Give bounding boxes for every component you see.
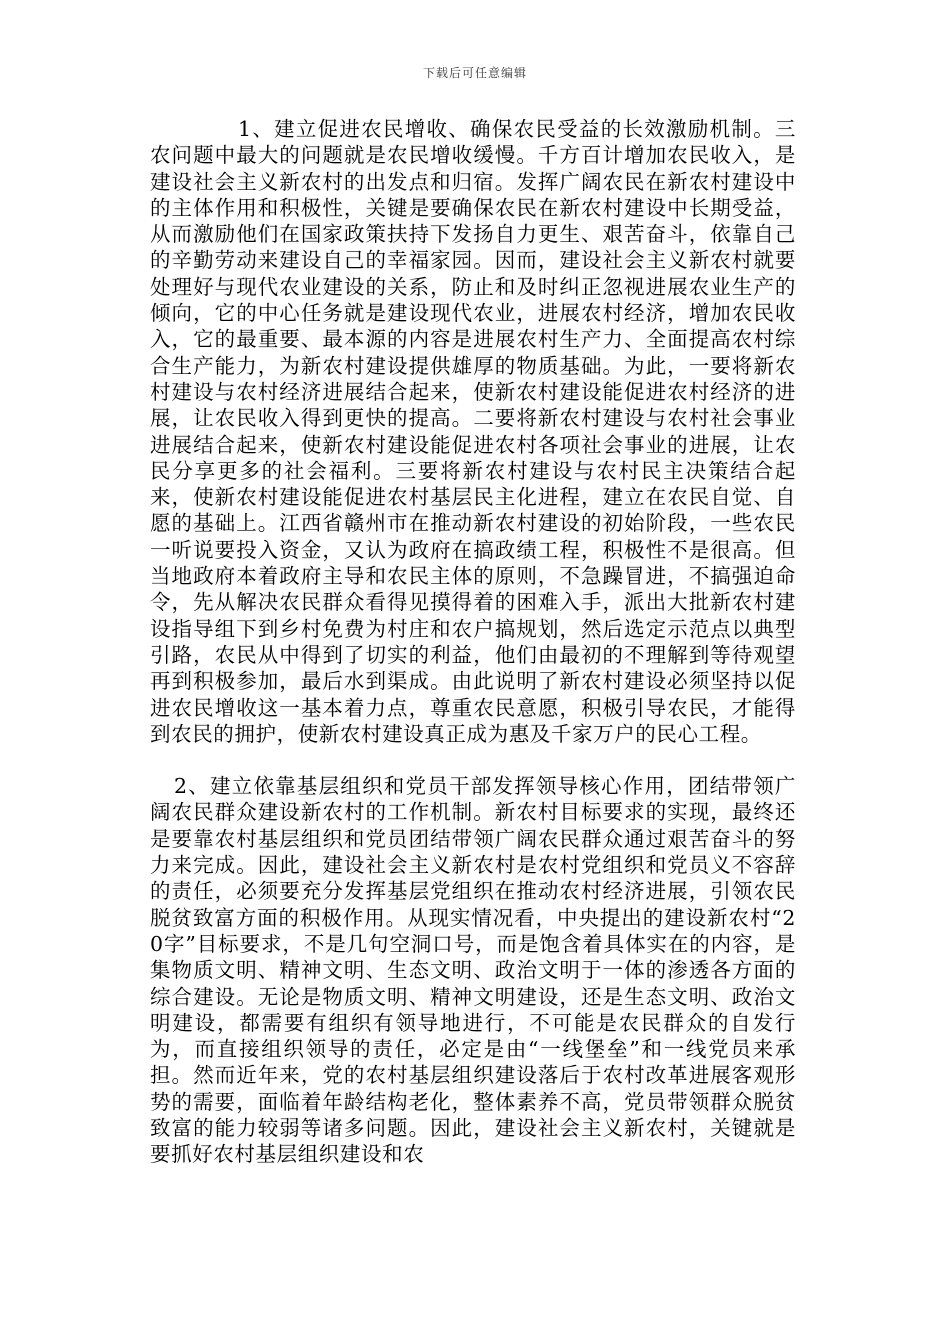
document-body (150, 116, 796, 1168)
paragraph-1: 1、建立促进农民增收、确保农民受益的长效激励机制。三农问题中最大的问题就是农民增收缓慢。千方百计增加农民收入，是建设社会主义新农村的出发点和归宿。发挥广阔农民在新农村建设中的主体作用和积极性，关键是要确保农民在新农村建设中长期受益，从而激励他们在国家政策扶持下发扬自力更生、艰苦奋斗，依靠自己的辛勤劳动来建设自己的幸福家园。因而，建设社会主义新农村就要处理好与现代农业建设的关系，防止和及时纠正忽视进展农业生产的倾向，它的中心任务就是建设现代农业，进展农村经济，增加农民收入，它的最重要、最本源的内容是进展农村生产力、全面提高农村综合生产能力，为新农村建设提供雄厚的物质基础。为此，一要将新农村建设与农村经济进展结合起来，使新农村建设能促进农村经济的进展，让农民收入得到更快的提高。二要将新农村建设与农村社会事业进展结合起来，使新农村建设能促进农村各项社会事业的进展，让农民分享更多的社会福利。三要将新农村建设与农村民主决策结合起来，使新农村建设能促进农村基层民主化进程，建立在农民自觉、自愿的基础上。江西省赣州市在推动新农村建设的初始阶段，一些农民一听说要投入资金，又认为政府在搞政绩工程，积极性不是很高。但当地政府本着政府主导和农民主体的原则，不急躁冒进，不搞强迫命令，先从解决农民群众看得见摸得着的困难入手，派出大批新农村建设指导组下到乡村免费为村庄和农户搞规划，然后选定示范点以典型引路，农民从中得到了切实的利益，他们由最初的不理解到等待观望再到积极参加，最后水到渠成。由此说明了新农村建设必须坚持以促进农民增收这一基本着力点，尊重农民意愿，积极引导农民，才能得到农民的拥护，使新农村建设真正成为惠及千家万户的民心工程。 (150, 117, 796, 746)
paragraph-2: 2、建立依靠基层组织和党员干部发挥领导核心作用，团结带领广阔农民群众建设新农村的工作机制。新农村目标要求的实现，最终还是要靠农村基层组织和党员团结带领广阔农民群众通过艰苦奋斗的努力来完成。因此，建设社会主义新农村是农村党组织和党员义不容辞的责任，必须要充分发挥基层党组织在推动农村经济进展，引领农民脱贫致富方面的积极作用。从现实情况看，中央提出的建设新农村“20字”目标要求，不是几句空洞口号，而是饱含着具体实在的内容，是集物质文明、精神文明、生态文明、政治文明于一体的渗透各方面的综合建设。无论是物质文明、精神文明建设，还是生态文明、政治文明建设，都需要有组织有领导地进行，不可能是农民群众的自发行为，而直接组织领导的责任，必定是由“一线堡垒”和一线党员来承担。然而近年来，党的农村基层组织建设落后于农村改革进展客观形势的需要，面临着年龄结构老化，整体素养不高，党员带领群众脱贫致富的能力较弱等诸多问题。因此，建设社会主义新农村，关键就是要抓好农村基层组织建设和农 (150, 774, 796, 1167)
page-header: 下载后可任意编辑 (422, 66, 527, 80)
